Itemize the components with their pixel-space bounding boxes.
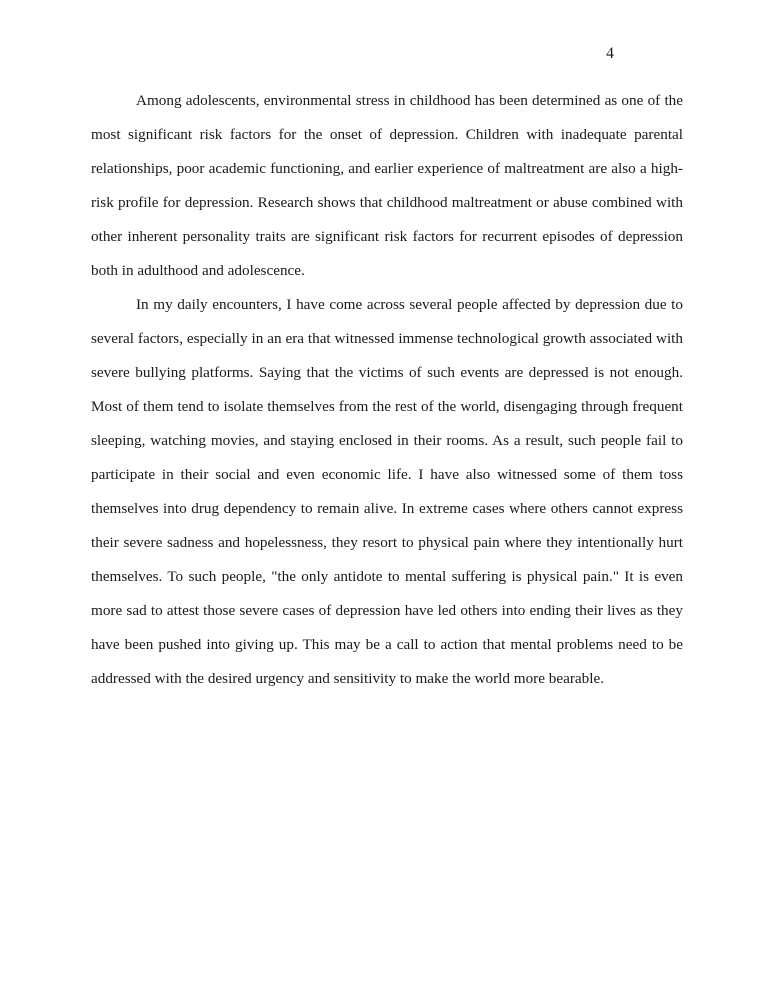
text-line: sleeping, watching movies, and staying enclosed in their rooms. As a result, such people fail to xyxy=(91,432,683,449)
text-line: themselves into drug dependency to remain alive. In extreme cases where others cannot express xyxy=(91,500,683,517)
text-line: Among adolescents, environmental stress in childhood has been determined as one of the xyxy=(136,92,683,109)
page-number: 4 xyxy=(606,45,614,62)
text-line: addressed with the desired urgency and sensitivity to make the world more bearable. xyxy=(91,670,604,687)
text-line: themselves. To such people, "the only antidote to mental suffering is physical pain." It is even xyxy=(91,568,683,585)
text-line: their severe sadness and hopelessness, they resort to physical pain where they intentionally hurt xyxy=(91,534,683,551)
text-line: several factors, especially in an era that witnessed immense technological growth associated with xyxy=(91,330,683,347)
text-line: both in adulthood and adolescence. xyxy=(91,262,305,279)
text-line: other inherent personality traits are significant risk factors for recurrent episodes of depression xyxy=(91,228,683,245)
paragraph-1 xyxy=(91,90,683,294)
text-line: risk profile for depression. Research shows that childhood maltreatment or abuse combined with xyxy=(91,194,683,211)
text-line: Most of them tend to isolate themselves from the rest of the world, disengaging through frequent xyxy=(91,398,683,415)
text-line: severe bullying platforms. Saying that the victims of such events are depressed is not enough. xyxy=(91,364,683,381)
paragraph-2 xyxy=(91,294,683,702)
text-line: more sad to attest those severe cases of depression have led others into ending their lives as they xyxy=(91,602,683,619)
body-text xyxy=(91,90,683,702)
text-line: In my daily encounters, I have come across several people affected by depression due to xyxy=(136,296,683,313)
text-line: participate in their social and even economic life. I have also witnessed some of them toss xyxy=(91,466,683,483)
text-line: most significant risk factors for the onset of depression. Children with inadequate parental xyxy=(91,126,683,143)
text-line: relationships, poor academic functioning, and earlier experience of maltreatment are also a high- xyxy=(91,160,683,177)
text-line: have been pushed into giving up. This may be a call to action that mental problems need to be xyxy=(91,636,683,653)
